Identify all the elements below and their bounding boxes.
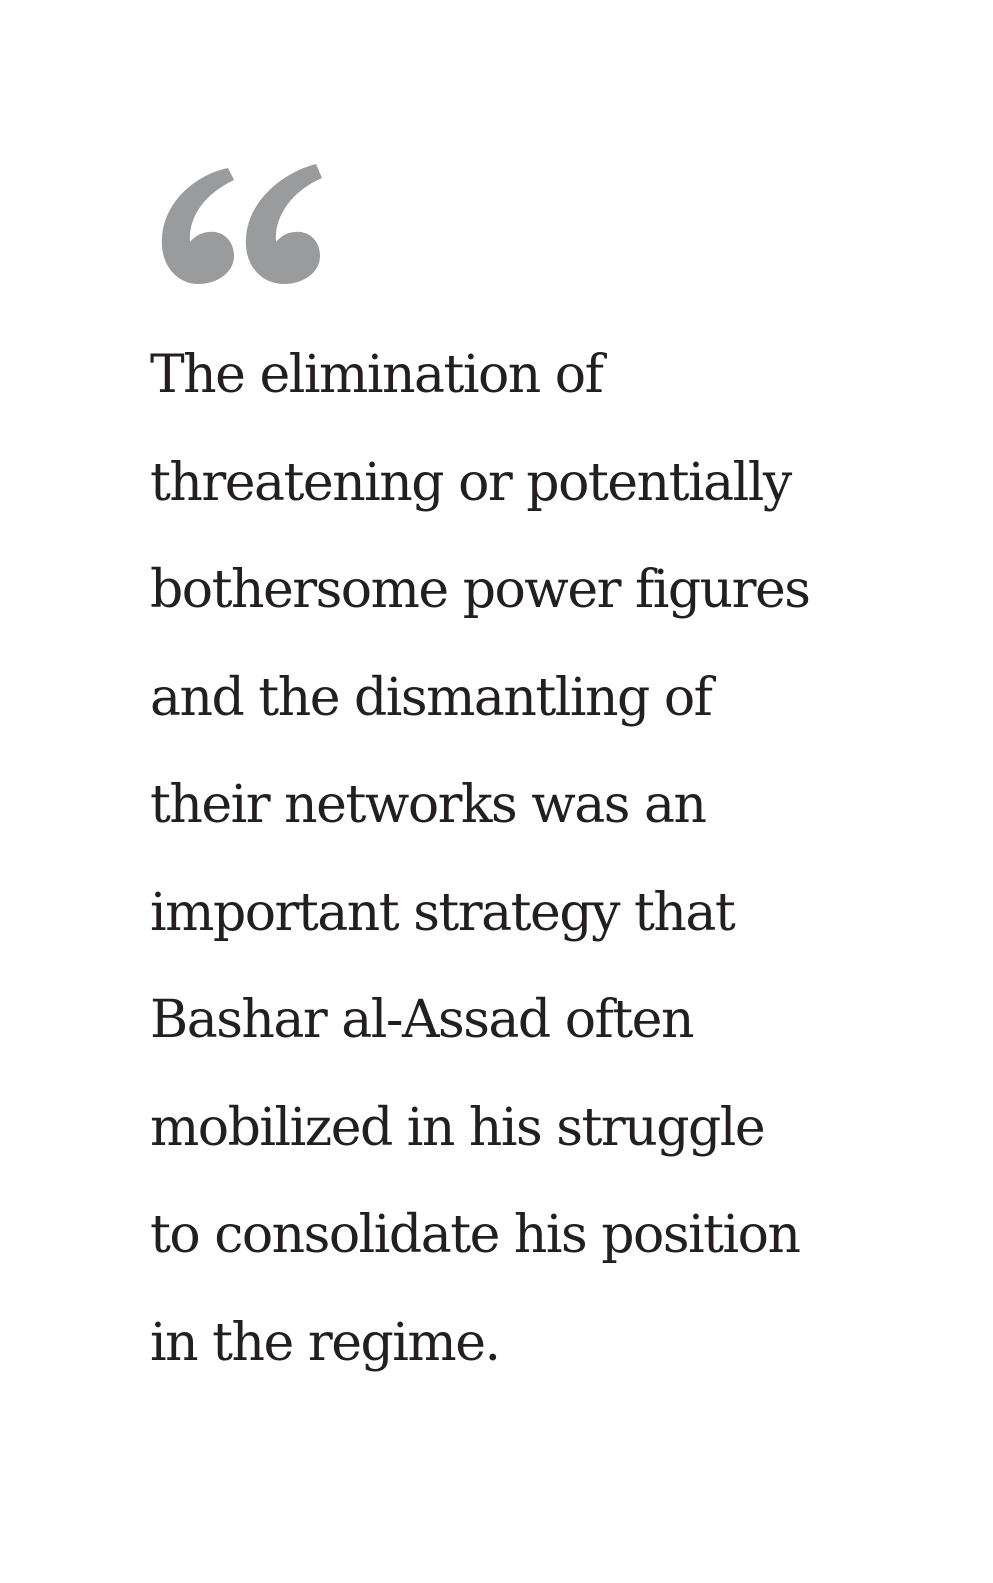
quote-line: and the dismantling of	[150, 667, 712, 728]
quote-line: The elimination of	[150, 345, 603, 405]
quote-line: to consolidate his position	[150, 1205, 800, 1265]
quote-line: important strategy that	[150, 882, 735, 943]
quote-line: mobilized in his struggle	[150, 1097, 765, 1158]
quote-text	[150, 322, 950, 1397]
quote-line: in the regime.	[150, 1312, 500, 1373]
quote-line: threatening or potentially	[150, 452, 791, 513]
opening-quotation-mark-icon	[158, 160, 328, 290]
quote-line: Bashar al-Assad often	[150, 990, 693, 1050]
quote-line: bothersome power figures	[150, 560, 810, 620]
quote-line: their networks was an	[150, 775, 706, 835]
